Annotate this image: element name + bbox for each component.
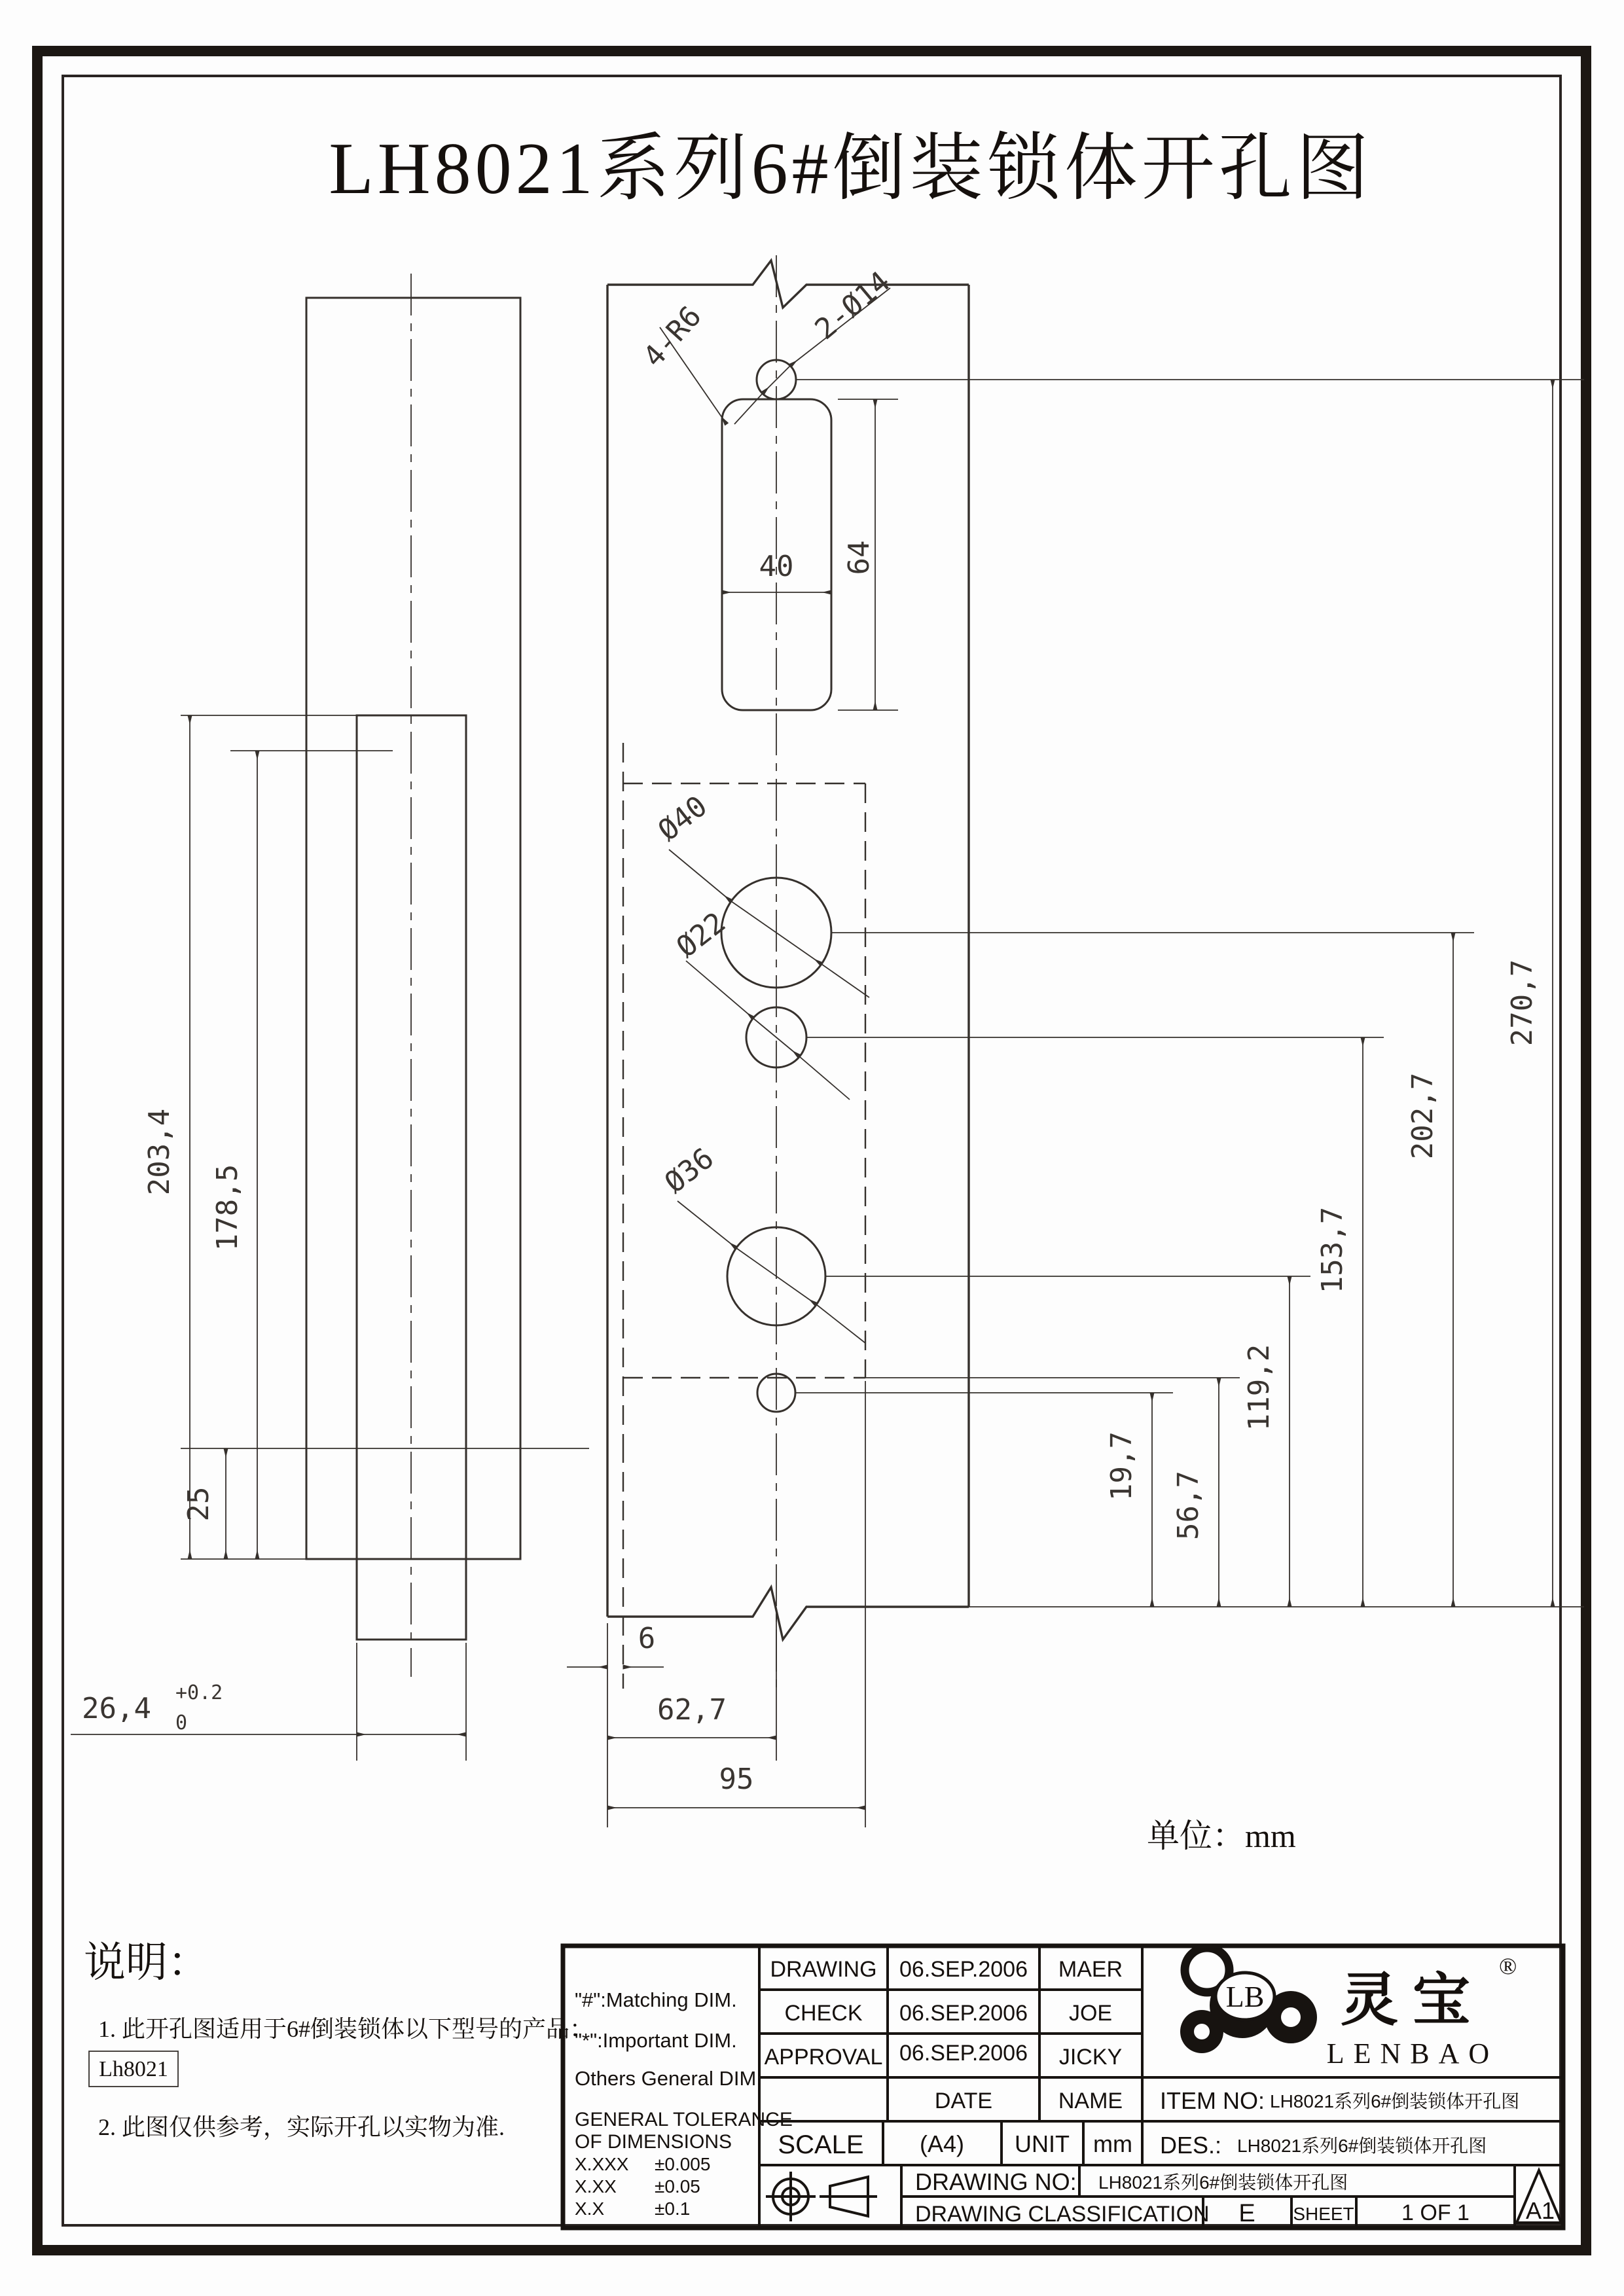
dim-178-5: 178,5: [211, 1164, 244, 1251]
logo-cn-name: 灵宝: [1340, 1969, 1485, 2033]
title-block: [563, 1946, 1563, 2228]
size-code: A1: [1525, 2197, 1555, 2224]
unit-value: mm: [1093, 2130, 1132, 2157]
row-drawing-name: MAER: [1058, 1957, 1123, 1982]
dim-25: 25: [182, 1486, 215, 1522]
des-label: DES.:: [1160, 2132, 1222, 2159]
dim-19-7: 19,7: [1105, 1431, 1138, 1501]
dim-203-4: 203,4: [143, 1108, 176, 1196]
logo-lobe-hole: [1281, 2007, 1301, 2027]
note-1: 1. 此开孔图适用于6#倒装锁体以下型号的产品：: [98, 2016, 594, 2042]
side-view-dimensions: [71, 715, 589, 1761]
dim-6: 6: [638, 1622, 656, 1655]
side-view: [306, 274, 520, 1677]
label-top-holes: 2-Ø14: [808, 264, 897, 346]
classification-value: E: [1238, 2200, 1255, 2227]
unit-note: 单位：mm: [1147, 1818, 1296, 1854]
projection-symbol-icon: [766, 2172, 877, 2221]
dim-26-4: 26,4: [82, 1692, 151, 1725]
dim-slot-width: 40: [759, 550, 794, 583]
front-view: [607, 255, 969, 1689]
classification-label: DRAWING CLASSIFICATION: [915, 2202, 1210, 2227]
dim-26-4-tol-minus: 0: [175, 1712, 188, 1734]
note-model-box: Lh8021: [99, 2057, 168, 2081]
front-view-bottom-dim-chain: [567, 1381, 865, 1827]
label-hole-d22: Ø22: [670, 906, 732, 965]
page-title: LH8021系列6#倒装锁体开孔图: [329, 128, 1373, 209]
dim-26-4-tol-plus: +0.2: [175, 1681, 223, 1704]
row-approval-name: JICKY: [1058, 2045, 1123, 2070]
notes: [84, 1939, 593, 2140]
lenbao-logo: [1180, 1948, 1517, 2070]
scale-value: (A4): [919, 2130, 965, 2157]
name-header: NAME: [1058, 2089, 1123, 2113]
label-hole-d40: Ø40: [652, 789, 714, 848]
tolerance-xxx-value: ±0.05: [655, 2176, 700, 2197]
unit-label: UNIT: [1015, 2130, 1070, 2157]
date-header: DATE: [934, 2089, 993, 2113]
drawing-no-value: LH8021系列6#倒装锁体开孔图: [1098, 2172, 1348, 2193]
row-approval-label: APPROVAL: [764, 2045, 883, 2070]
note-2: 2. 此图仅供参考，实际开孔以实物为准.: [98, 2114, 505, 2140]
size-code-badge: [1517, 2170, 1561, 2224]
dim-56-7: 56,7: [1172, 1471, 1205, 1540]
row-check-date: 06.SEP.2006: [899, 2001, 1028, 2026]
sheet-value: 1 OF 1: [1401, 2200, 1470, 2225]
dim-95: 95: [719, 1763, 754, 1796]
legend-important-dim: "*":Important DIM.: [575, 2029, 737, 2052]
label-hole-d36: Ø36: [659, 1141, 721, 1200]
tolerance-xx: X.X: [575, 2198, 605, 2219]
tolerance-xxxx: X.XXX: [575, 2154, 629, 2174]
dim-270-7: 270,7: [1506, 959, 1539, 1047]
row-check-name: JOE: [1068, 2001, 1113, 2026]
front-view-callouts: [637, 265, 898, 1343]
dim-153-7: 153,7: [1316, 1206, 1349, 1294]
legend-matching-dim: "#":Matching DIM.: [575, 1988, 737, 2011]
row-drawing-label: DRAWING: [770, 1957, 877, 1982]
notes-heading: 说明：: [84, 1939, 209, 1986]
item-no-label: ITEM NO:: [1160, 2087, 1265, 2114]
tolerance-heading-2: OF DIMENSIONS: [575, 2131, 732, 2153]
des-value: LH8021系列6#倒装锁体开孔图: [1237, 2136, 1487, 2156]
logo-monogram: LB: [1225, 1980, 1265, 2013]
registered-mark-icon: ®: [1499, 1953, 1517, 1979]
sheet-label: SHEET: [1293, 2204, 1354, 2224]
row-drawing-date: 06.SEP.2006: [899, 1957, 1028, 1982]
front-view-right-dim-chain: [795, 380, 1584, 1607]
label-slot-radius: 4-R6: [636, 299, 708, 374]
logo-en-name: LENBAO: [1326, 2037, 1499, 2070]
row-check-label: CHECK: [784, 2001, 863, 2026]
tolerance-heading-1: GENERAL TOLERANCE: [575, 2109, 793, 2130]
tolerance-xx-value: ±0.1: [655, 2198, 691, 2219]
dim-119-2: 119,2: [1242, 1344, 1276, 1431]
tolerance-xxx: X.XX: [575, 2176, 617, 2197]
row-approval-date: 06.SEP.2006: [899, 2041, 1028, 2066]
legend-general-dim: Others General DIM.: [575, 2067, 762, 2090]
drawing-no-label: DRAWING NO:: [915, 2168, 1077, 2195]
item-no-value: LH8021系列6#倒装锁体开孔图: [1270, 2091, 1520, 2111]
tolerance-xxxx-value: ±0.005: [655, 2154, 711, 2174]
dim-62-7: 62,7: [657, 1693, 727, 1727]
scale-label: SCALE: [778, 2130, 864, 2159]
sheet-border: [37, 51, 1586, 2250]
dim-202-7: 202,7: [1406, 1072, 1439, 1160]
logo-lobe2-hole: [1194, 2024, 1210, 2039]
dim-slot-height: 64: [842, 540, 876, 575]
